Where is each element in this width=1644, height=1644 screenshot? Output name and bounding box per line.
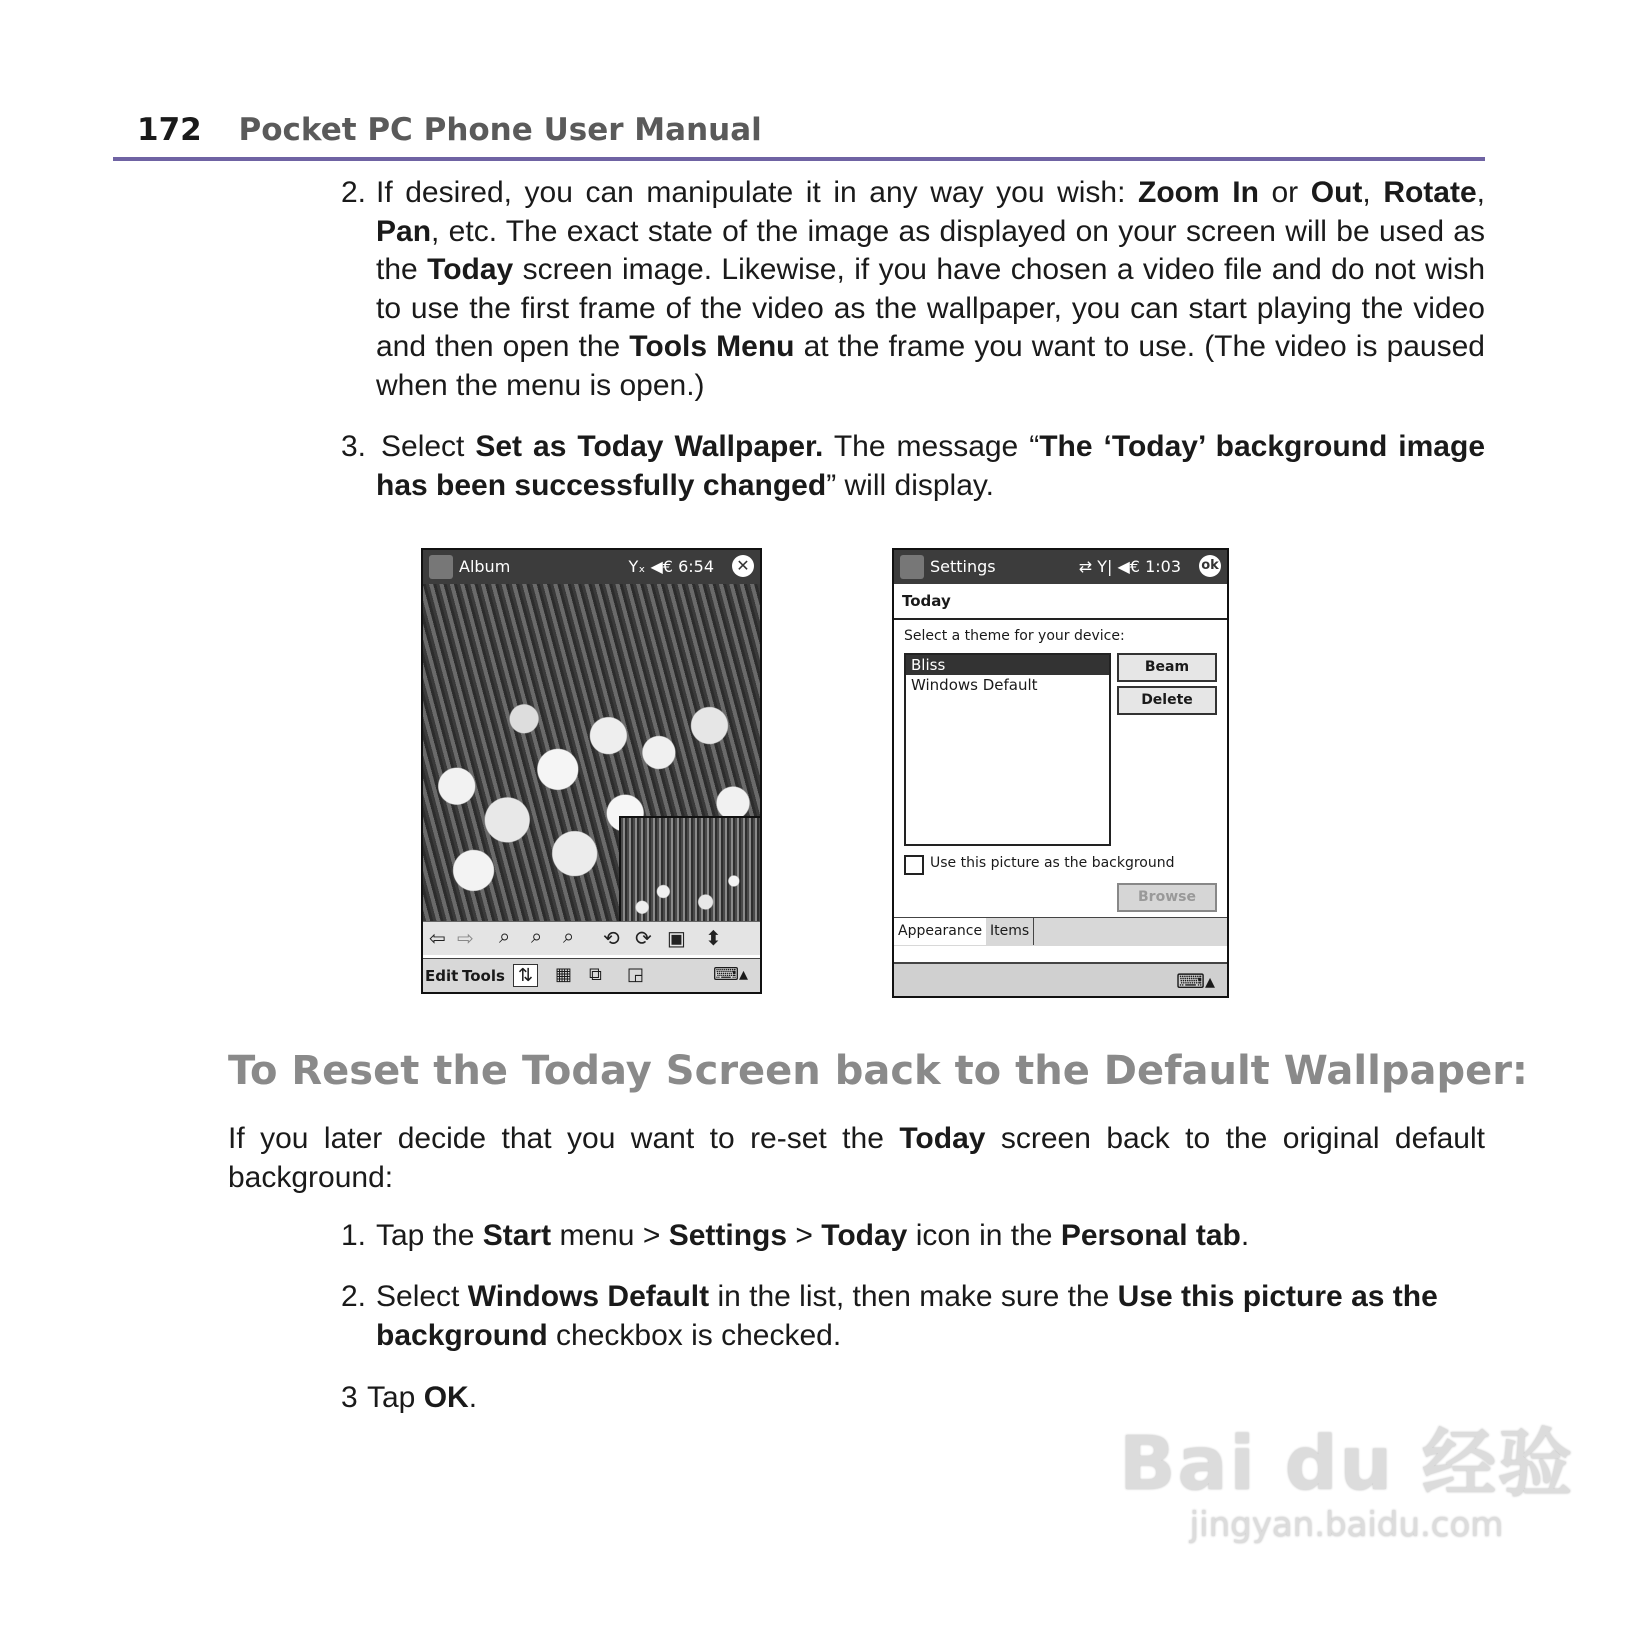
- beam-button[interactable]: Beam: [1117, 653, 1217, 682]
- menu-edit[interactable]: Edit: [425, 967, 459, 985]
- page-header: [137, 112, 762, 148]
- rotate-right-icon[interactable]: ⟳: [635, 928, 652, 950]
- text-run: icon in the: [907, 1219, 1061, 1252]
- status-icons: Yₓ ◀€ 6:54: [628, 557, 714, 576]
- bold-text: Tools Menu: [629, 330, 795, 363]
- bold-text: Windows Default: [467, 1280, 710, 1313]
- watermark-brand: Bai du 经验: [1119, 1421, 1574, 1507]
- album-screenshot: [421, 548, 762, 994]
- baidu-watermark: [1119, 1405, 1574, 1545]
- bold-text: The ‘Today’ background image has been successfully changed: [376, 430, 1486, 502]
- text-run: at the frame you want to use. (The video is paused when the menu is open.): [376, 330, 1485, 402]
- ok-button[interactable]: ok: [1199, 555, 1221, 577]
- text-run: If you later decide that you want to re-set the: [228, 1122, 900, 1155]
- bold-text: Out: [1310, 176, 1363, 209]
- keyboard-icon[interactable]: ⌨▴: [713, 964, 749, 985]
- windows-start-icon[interactable]: [429, 555, 453, 579]
- bold-text: Today: [427, 253, 514, 286]
- theme-item-windows-default[interactable]: Windows Default: [911, 676, 1038, 694]
- back-arrow-icon[interactable]: ⇦: [429, 928, 446, 950]
- step-number: 3: [341, 1381, 358, 1414]
- text-run: If desired, you can manipulate it in any way you wish:: [376, 176, 1139, 209]
- navigator-thumbnail: [619, 816, 760, 921]
- close-icon[interactable]: ✕: [732, 555, 754, 577]
- step-number: 3.: [341, 430, 367, 463]
- sort-icon[interactable]: ⇅: [513, 964, 538, 987]
- text-run: or: [1258, 176, 1311, 209]
- delete-button[interactable]: Delete: [1117, 686, 1217, 715]
- menu-tools[interactable]: Tools: [462, 967, 505, 985]
- text-run: screen back to the original default background:: [228, 1122, 1485, 1194]
- step-text: [376, 1278, 1456, 1355]
- theme-prompt: Select a theme for your device:: [904, 628, 1125, 644]
- album-title: Album: [459, 557, 511, 576]
- step-text: [376, 1217, 1485, 1256]
- grid-view-icon[interactable]: ▦: [555, 964, 573, 985]
- step-number: 2.: [341, 176, 367, 209]
- bold-text: Zoom In: [1138, 176, 1259, 209]
- bold-text: Today: [821, 1219, 908, 1252]
- settings-tabs: [894, 917, 1227, 946]
- slideshow-icon[interactable]: ⧉: [589, 964, 602, 985]
- forward-arrow-icon[interactable]: ⇨: [457, 928, 474, 950]
- settings-screenshot: [892, 548, 1229, 998]
- text-run: ” will display.: [826, 468, 994, 502]
- header-rule: [113, 157, 1485, 161]
- settings-subtitle: Today: [894, 584, 1227, 620]
- status-icons: ⇄ Y| ◀€ 1:03: [1078, 557, 1181, 576]
- text-run: ,: [1362, 176, 1384, 209]
- step-text: [376, 428, 1485, 505]
- fit-screen-icon[interactable]: ▣: [667, 928, 686, 950]
- album-menu-bar: [423, 958, 760, 992]
- bold-text: Personal tab: [1060, 1219, 1241, 1252]
- text-run: screen image. Likewise, if you have chosen a video file and do not wish to use the first frame of the video as the wallpaper, you can start playing the video and then open the: [376, 253, 1486, 363]
- settings-title: Settings: [930, 557, 996, 576]
- text-run: menu >: [551, 1219, 669, 1252]
- manual-title: Pocket PC Phone User Manual: [238, 112, 762, 148]
- image-toolbar: [423, 921, 760, 955]
- text-run: .: [1240, 1219, 1250, 1252]
- browse-button[interactable]: Browse: [1117, 883, 1217, 912]
- text-run: checkbox is checked.: [547, 1318, 842, 1352]
- bold-text: Use this picture as the background: [376, 1280, 1438, 1352]
- zoom-icon[interactable]: ⌕: [499, 926, 511, 948]
- text-run: Select: [376, 1280, 468, 1313]
- text-run: .: [468, 1381, 478, 1414]
- tab-items[interactable]: Items: [986, 918, 1034, 945]
- step-number: 1.: [341, 1219, 367, 1252]
- bold-text: Start: [482, 1219, 552, 1252]
- text-run: in the list, then make sure the: [709, 1280, 1118, 1313]
- bold-text: Today: [899, 1122, 986, 1155]
- intro-paragraph: [228, 1120, 1485, 1197]
- step-number: 2.: [341, 1280, 367, 1313]
- section-heading: To Reset the Today Screen back to the Default Wallpaper:: [228, 1048, 1528, 1094]
- zoom-in-icon[interactable]: ⌕: [531, 926, 543, 948]
- text-run: ,: [1476, 176, 1485, 209]
- page-number: 172: [137, 112, 202, 148]
- tab-appearance[interactable]: Appearance: [894, 918, 987, 945]
- bold-text: OK: [423, 1381, 469, 1414]
- watermark-url: jingyan.baidu.com: [1189, 1505, 1504, 1545]
- camera-icon[interactable]: ◲: [627, 964, 645, 985]
- text-run: , etc. The exact state of the image as displayed on your screen will be used as the: [376, 214, 1485, 286]
- settings-title-bar: [894, 550, 1227, 584]
- background-checkbox[interactable]: [904, 855, 924, 875]
- text-run: Tap: [367, 1381, 424, 1414]
- bold-text: Set as Today Wallpaper.: [475, 430, 824, 463]
- keyboard-icon[interactable]: ⌨▴: [1176, 971, 1215, 993]
- text-run: The message “: [823, 430, 1040, 463]
- bold-text: Settings: [668, 1219, 788, 1252]
- text-run: Select: [381, 430, 476, 463]
- windows-start-icon[interactable]: [900, 555, 924, 579]
- rotate-left-icon[interactable]: ⟲: [603, 928, 620, 950]
- background-checkbox-label: Use this picture as the background: [930, 855, 1175, 871]
- settings-menu-bar: [894, 962, 1227, 996]
- zoom-out-icon[interactable]: ⌕: [563, 926, 575, 948]
- album-title-bar: [423, 550, 760, 584]
- step-text: [376, 174, 1485, 405]
- flower-photo: [423, 584, 760, 921]
- fullscreen-icon[interactable]: ⬍: [705, 928, 722, 950]
- theme-list[interactable]: [904, 653, 1111, 846]
- text-run: >: [787, 1219, 822, 1252]
- bold-text: Rotate: [1383, 176, 1477, 209]
- theme-item-bliss[interactable]: Bliss: [906, 655, 1109, 675]
- bold-text: Pan: [376, 214, 432, 248]
- text-run: Tap the: [376, 1219, 483, 1252]
